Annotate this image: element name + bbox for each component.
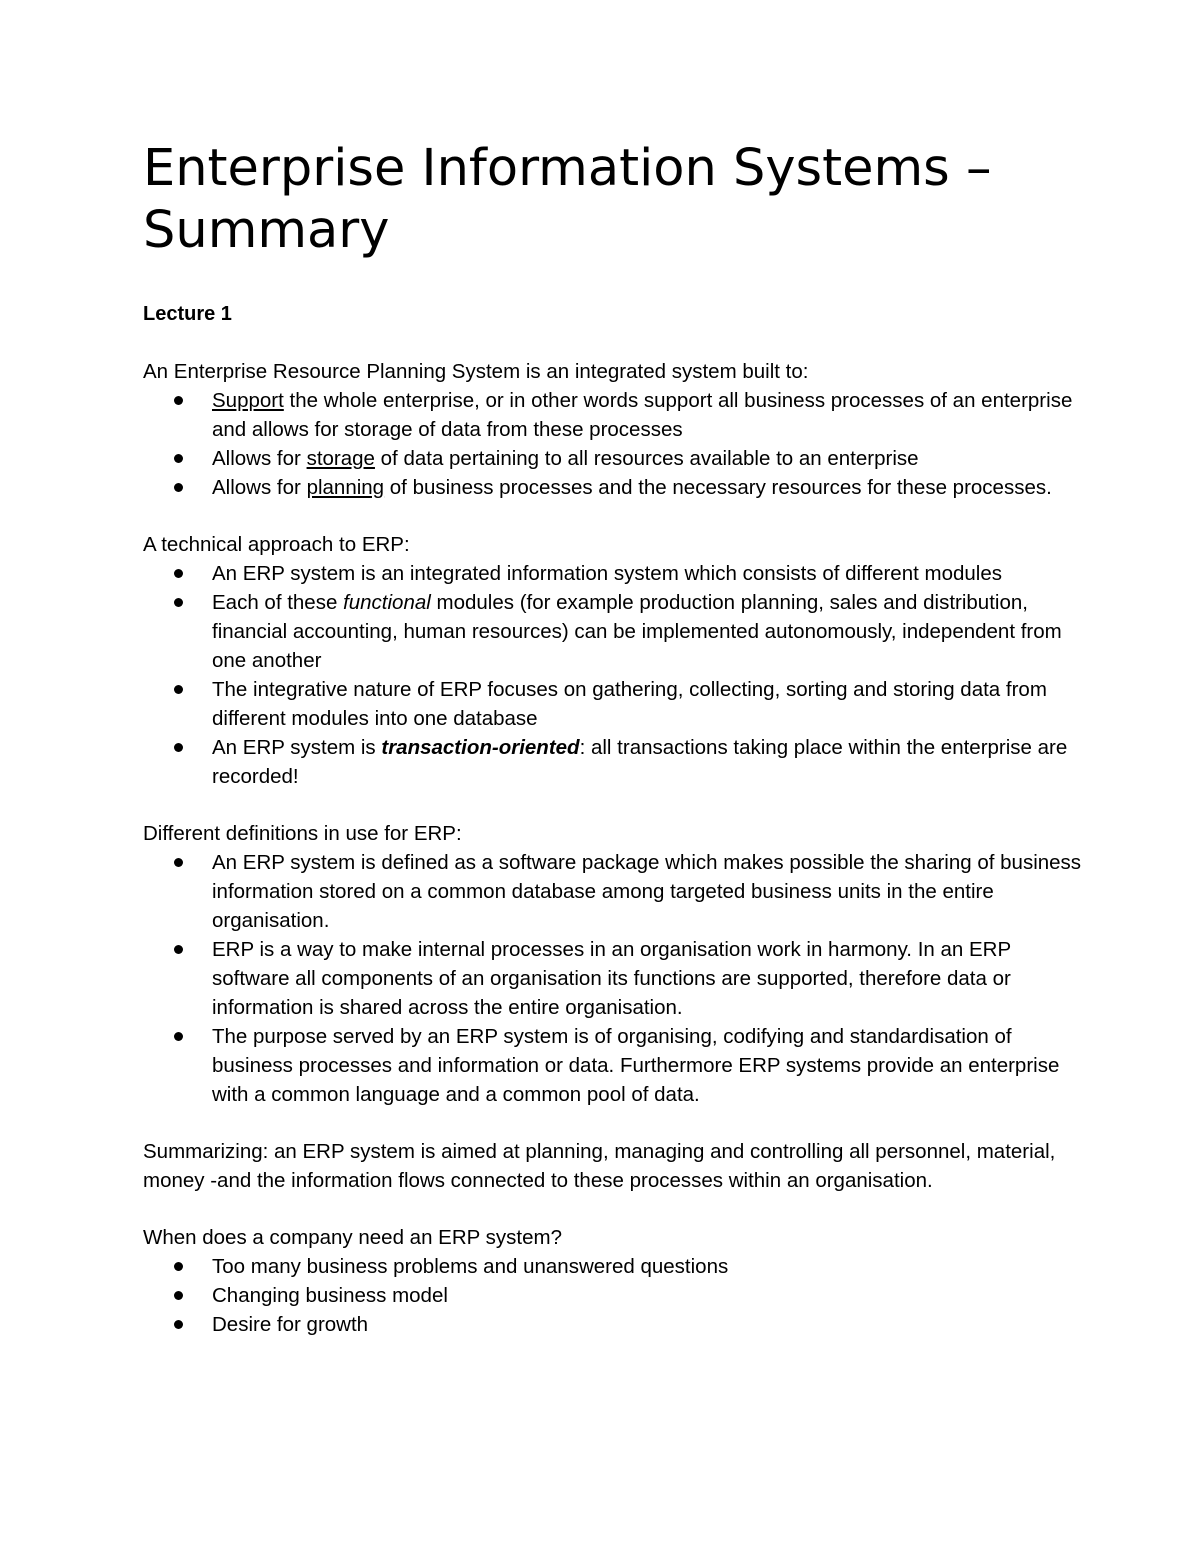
list-item: Allows for storage of data pertaining to all resources available to an enterprise xyxy=(143,444,1083,473)
bullet-icon xyxy=(174,1032,183,1041)
underlined-term: Support xyxy=(212,389,284,412)
italic-term: functional xyxy=(343,591,431,614)
bullet-icon xyxy=(174,945,183,954)
list-item: Changing business model xyxy=(143,1281,1083,1310)
document-content xyxy=(143,138,1083,1339)
list-item: ERP is a way to make internal processes in an organisation work in harmony. In an ERP software all components of an organisation its functions are supported, therefore data or information is shared across the entire organisation. xyxy=(143,935,1083,1022)
bullet-list-definitions xyxy=(143,848,1083,1109)
list-item: Allows for planning of business processes and the necessary resources for these processes. xyxy=(143,473,1083,502)
list-item: The purpose served by an ERP system is of organising, codifying and standardisation of business processes and information or data. Furthermore ERP systems provide an enterprise with a common language and a common pool of data. xyxy=(143,1022,1083,1109)
bullet-icon xyxy=(174,454,183,463)
bullet-icon xyxy=(174,685,183,694)
lecture-heading: Lecture 1 xyxy=(143,303,232,325)
bullet-icon xyxy=(174,1262,183,1271)
underlined-term: planning xyxy=(306,476,385,499)
bullet-icon xyxy=(174,569,183,578)
summary-paragraph: Summarizing: an ERP system is aimed at planning, managing and controlling all personnel, material, money -and the information flows connected to these processes within an organisation. xyxy=(143,1140,1056,1192)
list-item: Too many business problems and unanswered questions xyxy=(143,1252,1083,1281)
bullet-icon xyxy=(174,743,183,752)
bullet-icon xyxy=(174,483,183,492)
bold-italic-term: transaction-oriented xyxy=(381,736,580,759)
list-item: The integrative nature of ERP focuses on gathering, collecting, sorting and storing data from different modules into one database xyxy=(143,675,1083,733)
underlined-term: storage xyxy=(306,447,375,470)
list-item: Desire for growth xyxy=(143,1310,1083,1339)
section-intro-erp-definition: An Enterprise Resource Planning System is an integrated system built to: xyxy=(143,360,809,383)
bullet-list-erp-purpose xyxy=(143,386,1083,502)
document-title: Enterprise Information Systems – Summary xyxy=(143,139,992,260)
section-intro-definitions: Different definitions in use for ERP: xyxy=(143,822,462,845)
section-intro-when-needed: When does a company need an ERP system? xyxy=(143,1226,562,1249)
bullet-list-technical-approach xyxy=(143,559,1083,791)
bullet-icon xyxy=(174,396,183,405)
list-item: Support the whole enterprise, or in other words support all business processes of an enterprise and allows for storage of data from these processes xyxy=(143,386,1083,444)
bullet-icon xyxy=(174,1320,183,1329)
list-item: Each of these functional modules (for example production planning, sales and distribution, financial accounting, human resources) can be implemented autonomously, independent from one another xyxy=(143,588,1083,675)
section-intro-technical-approach: A technical approach to ERP: xyxy=(143,533,410,556)
list-item: An ERP system is transaction-oriented: all transactions taking place within the enterprise are recorded! xyxy=(143,733,1083,791)
bullet-list-when-needed xyxy=(143,1252,1083,1339)
bullet-icon xyxy=(174,598,183,607)
bullet-icon xyxy=(174,858,183,867)
list-item: An ERP system is defined as a software package which makes possible the sharing of business information stored on a common database among targeted business units in the entire organisation. xyxy=(143,848,1083,935)
list-item: An ERP system is an integrated information system which consists of different modules xyxy=(143,559,1083,588)
bullet-icon xyxy=(174,1291,183,1300)
